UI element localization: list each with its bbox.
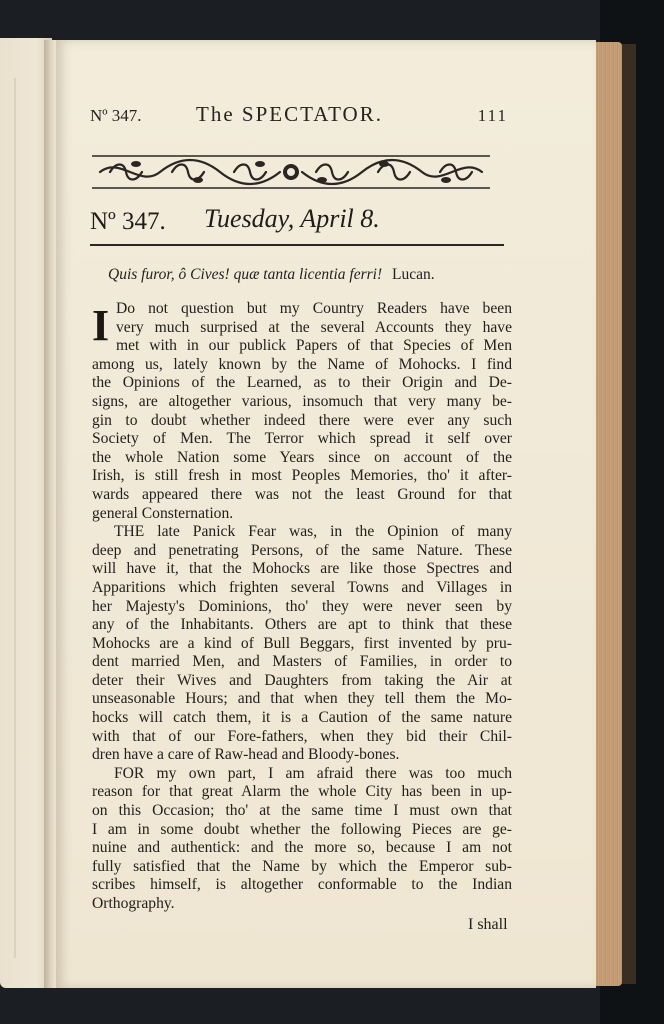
paragraph [92, 300, 512, 523]
book-cover-edge [620, 44, 636, 984]
text-line: deep and penetrating Persons, of the same Nature. These [92, 541, 512, 559]
epigraph-author: Lucan. [392, 266, 435, 283]
text-line: gin to doubt whether indeed there were ever any such [92, 411, 512, 429]
text-line: any of the Inhabitants. Others are apt to think that these [92, 616, 512, 634]
text-line: THE late Panick Fear was, in the Opinion of many [114, 523, 512, 541]
text-line: wards appeared there was not the least Ground for that [92, 485, 512, 503]
issue-number: Nº 347. [90, 208, 166, 235]
text-line: Orthography. [92, 895, 175, 912]
text-line: signs, are altogether various, insomuch that very many be- [92, 392, 512, 410]
running-head [90, 102, 510, 132]
text-line: deter their Wives and Daughters from taking the Air at [92, 671, 512, 689]
page-number: 111 [477, 106, 508, 125]
text-line: general Consternation. [92, 504, 234, 522]
text-line: unseasonable Hours; and that when they tell them the Mo- [92, 690, 512, 708]
running-head-number: Nº 347. [90, 106, 142, 125]
text-line: Do not question but my Country Readers have been [116, 300, 512, 317]
text-line: Irish, is still fresh in most Peoples Memories, tho' it after- [92, 467, 512, 485]
text-line: dren have a care of Raw-head and Bloody-bones. [92, 746, 400, 764]
text-line: hocks will catch them, it is a Caution of the same nature [92, 709, 512, 727]
text-line: on this Occasion; tho' at the same time I must own that [92, 802, 512, 820]
text-line: nuine and authentick: and the more so, because I am not [92, 839, 512, 857]
running-head-title: The SPECTATOR. [196, 102, 383, 126]
text-line: scribes himself, is altogether conformable to the Indian [92, 876, 512, 894]
text-line: with that of our Fore-fathers, when they bid their Chil- [92, 727, 512, 745]
drop-cap: I [92, 301, 110, 350]
epigraph [108, 266, 518, 284]
text-line: Mohocks are a kind of Bull Beggars, first invented by pru- [92, 634, 512, 652]
text-line: reason for that great Alarm the whole City has been in up- [92, 783, 512, 801]
epigraph-latin: Quis furor, ô Cives! quæ tanta licentia ferri! [108, 266, 383, 283]
issue-date: Tuesday, April 8. [204, 204, 380, 233]
text-line: I am in some doubt whether the following Pieces are ge- [92, 820, 512, 838]
text-line: very much surprised at the several Accounts they have [116, 318, 512, 336]
text-line: will have it, that the Mohocks are like those Spectres and [92, 560, 512, 578]
paragraph [92, 765, 512, 914]
text-line: fully satisfied that the Name by which the Emperor sub- [92, 857, 512, 875]
text-line: her Majesty's Dominions, tho' they were never seen by [92, 597, 512, 615]
heading-rule [90, 244, 504, 246]
article-body [92, 300, 512, 914]
text-line: FOR my own part, I am afraid there was too much [114, 764, 512, 782]
page-edges [596, 42, 622, 986]
text-line: dent married Men, and Masters of Families, in order to [92, 653, 512, 671]
ornamental-headpiece [90, 150, 492, 194]
text-line: Society of Men. The Terror which spread it self over [92, 430, 512, 448]
paragraph [92, 523, 512, 765]
text-line: Apparitions which frighten several Towns and Villages in [92, 578, 512, 596]
issue-heading [90, 204, 510, 242]
catchword: I shall [468, 916, 508, 933]
text-line: the Opinions of the Learned, as to their Origin and De- [92, 374, 512, 392]
text-line: met with in our publick Papers of that Species of Men [116, 337, 512, 355]
text-line: among us, lately known by the Name of Mohocks. I find [92, 355, 512, 373]
text-line: the whole Nation some Years since on account of the [92, 448, 512, 466]
